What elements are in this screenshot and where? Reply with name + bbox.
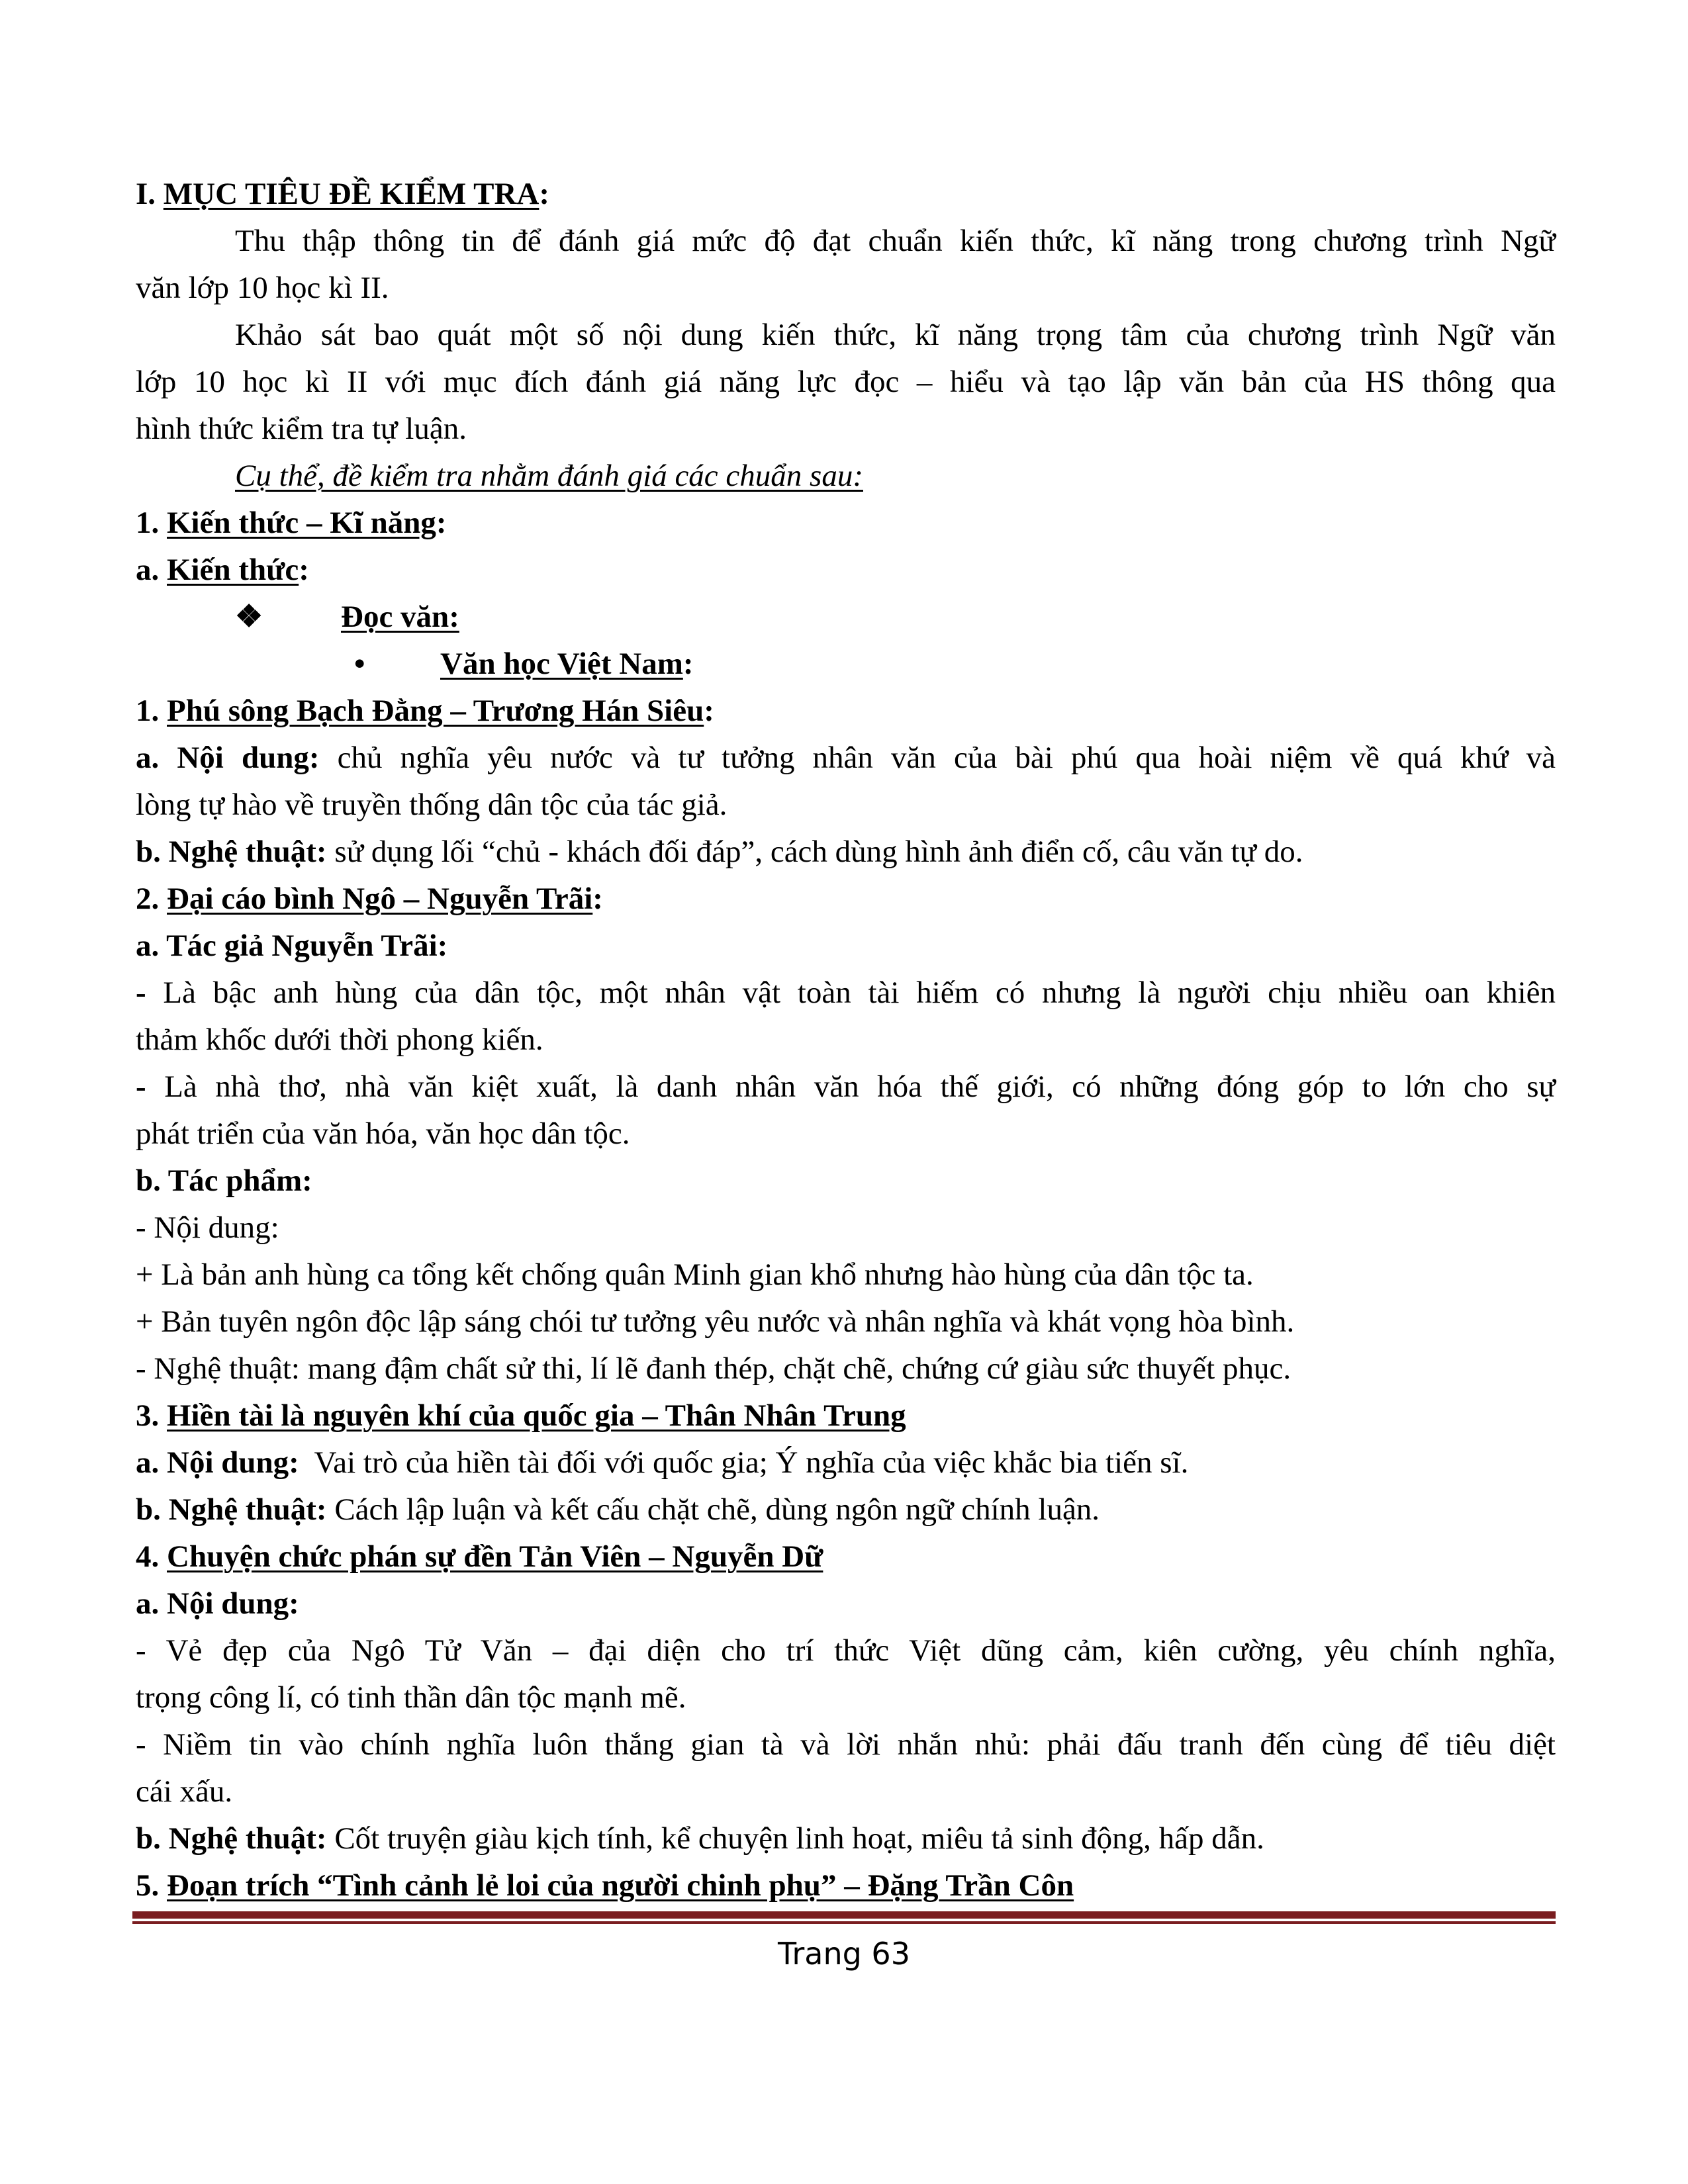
subsection-colon: : bbox=[299, 553, 309, 587]
art-text: Cốt truyện giàu kịch tính, kể chuyện linh hoạt, miêu tả sinh động, hấp dẫn. bbox=[326, 1821, 1264, 1856]
work-4-content-label: a. Nội dung: bbox=[136, 1586, 299, 1621]
vietnamese-literature-heading bbox=[136, 641, 1556, 688]
work-2-author-point-1-cont: thảm khốc dưới thời phong kiến. bbox=[136, 1023, 543, 1057]
footer-rule-thin bbox=[132, 1921, 1556, 1924]
vietnamese-literature-title: Văn học Việt Nam bbox=[440, 647, 683, 681]
work-colon: : bbox=[704, 694, 714, 728]
work-title: Chuyện chức phán sự đền Tản Viên – Nguyễn Dữ bbox=[167, 1539, 823, 1574]
art-label: b. Nghệ thuật: bbox=[136, 835, 327, 869]
work-2-work-label: b. Tác phẩm: bbox=[136, 1163, 312, 1198]
footer-rule-thick bbox=[132, 1911, 1556, 1919]
work-5-heading bbox=[136, 1862, 1556, 1909]
work-3-content bbox=[136, 1439, 1556, 1486]
document-body bbox=[136, 171, 1556, 1909]
subsection-knowledge bbox=[136, 547, 1556, 594]
work-2-author-label: a. Tác giả Nguyễn Trãi: bbox=[136, 929, 448, 963]
art-text: Cách lập luận và kết cấu chặt chẽ, dùng ngôn ngữ chính luận. bbox=[326, 1492, 1100, 1527]
work-1-art bbox=[136, 829, 1556, 876]
heading-number: I. bbox=[136, 177, 164, 211]
work-1-heading bbox=[136, 688, 1556, 735]
heading-colon: : bbox=[539, 177, 550, 211]
work-4-content-point-1-cont: trọng công lí, có tinh thần dân tộc mạnh mẽ. bbox=[136, 1680, 686, 1715]
work-title: Hiền tài là nguyên khí của quốc gia – Thân Nhân Trung bbox=[167, 1398, 906, 1433]
work-title: Đoạn trích “Tình cảnh lẻ loi của người chinh phụ” – Đặng Trần Côn bbox=[167, 1868, 1074, 1903]
work-number: 4. bbox=[136, 1539, 167, 1574]
section-knowledge-skills bbox=[136, 500, 1556, 547]
work-2-author-point-2 bbox=[136, 1064, 1556, 1111]
art-label: b. Nghệ thuật: bbox=[136, 1492, 327, 1527]
work-colon: : bbox=[592, 882, 603, 916]
content-text: Vai trò của hiền tài đối với quốc gia; Ý nghĩa của việc khắc bia tiến sĩ. bbox=[299, 1445, 1189, 1480]
work-3-heading bbox=[136, 1392, 1556, 1439]
work-number: 5. bbox=[136, 1868, 167, 1903]
intro-paragraph-1-cont: văn lớp 10 học kì II. bbox=[136, 271, 389, 305]
art-label: b. Nghệ thuật: bbox=[136, 1821, 327, 1856]
intro-paragraph-1: Thu thập thông tin để đánh giá mức độ đạt chuẩn kiến thức, kĩ năng trong chương trình Ngữ bbox=[235, 224, 1556, 258]
work-4-content-point-1: - Vẻ đẹp của Ngô Tử Văn – đại diện cho trí thức Việt dũng cảm, kiên cường, yêu chính nghĩa, bbox=[136, 1633, 1556, 1668]
work-4-heading bbox=[136, 1533, 1556, 1580]
work-number: 2. bbox=[136, 882, 167, 916]
intro-paragraph-2: Khảo sát bao quát một số nội dung kiến thức, kĩ năng trọng tâm của chương trình Ngữ văn bbox=[235, 318, 1556, 352]
work-2-content-point-2: + Bản tuyên ngôn độc lập sáng chói tư tưởng yêu nước và nhân nghĩa và khát vọng hòa bình. bbox=[136, 1304, 1295, 1339]
work-title: Đại cáo bình Ngô – Nguyễn Trãi bbox=[167, 882, 593, 916]
point-text: Là bậc anh hùng của dân tộc, một nhân vật toàn tài hiếm có nhưng là người chịu nhiều oan khiên bbox=[146, 976, 1556, 1010]
work-2-author-point-2-cont: phát triển của văn hóa, văn học dân tộc. bbox=[136, 1116, 630, 1151]
work-3-art bbox=[136, 1486, 1556, 1533]
content-label: a. Nội dung: bbox=[136, 741, 320, 775]
work-number: 3. bbox=[136, 1398, 167, 1433]
heading-title: MỤC TIÊU ĐỀ KIỂM TRA bbox=[163, 177, 539, 211]
work-2-heading bbox=[136, 876, 1556, 923]
work-4-content-point-2: - Niềm tin vào chính nghĩa luôn thắng gian tà và lời nhắn nhủ: phải đấu tranh đến cùng để tiêu diệt bbox=[136, 1727, 1556, 1762]
footer-rule bbox=[132, 1911, 1556, 1924]
page-number: Trang 63 bbox=[778, 1936, 910, 1972]
dash: - bbox=[136, 976, 146, 1010]
intro-paragraph-2-end: hình thức kiểm tra tự luận. bbox=[136, 412, 467, 446]
work-1-content-cont: lòng tự hào về truyền thống dân tộc của tác giả. bbox=[136, 788, 727, 822]
work-2-art: - Nghệ thuật: mang đậm chất sử thi, lí lẽ đanh thép, chặt chẽ, chứng cứ giàu sức thuyết phục. bbox=[136, 1351, 1291, 1386]
section-number: 1. bbox=[136, 506, 167, 540]
work-2-content-point-1: + Là bản anh hùng ca tổng kết chống quân Minh gian khổ nhưng hào hùng của dân tộc ta. bbox=[136, 1257, 1254, 1292]
dash: - bbox=[136, 1069, 146, 1104]
work-2-author-point-1 bbox=[136, 970, 1556, 1017]
work-number: 1. bbox=[136, 694, 167, 728]
reading-title: Đọc văn: bbox=[341, 600, 459, 634]
work-1-content bbox=[136, 735, 1556, 782]
work-title: Phú sông Bạch Đằng – Trương Hán Siêu bbox=[167, 694, 704, 728]
content-label: a. Nội dung: bbox=[136, 1445, 299, 1480]
art-text: sử dụng lối “chủ - khách đối đáp”, cách dùng hình ảnh điển cố, câu văn tự do. bbox=[326, 835, 1303, 869]
point-text: Là nhà thơ, nhà văn kiệt xuất, là danh nhân văn hóa thế giới, có những đóng góp to lớn cho sự bbox=[146, 1069, 1556, 1104]
dot-bullet-icon: • bbox=[354, 647, 365, 681]
intro-paragraph-2-cont: lớp 10 học kì II với mục đích đánh giá năng lực đọc – hiểu và tạo lập văn bản của HS thông qua bbox=[136, 365, 1556, 399]
section-title: Kiến thức – Kĩ năng bbox=[167, 506, 436, 540]
vietnamese-literature-colon: : bbox=[682, 647, 694, 681]
section-heading-objectives bbox=[136, 171, 1556, 218]
diamond-bullet-icon: ❖ bbox=[235, 600, 263, 634]
content-text: chủ nghĩa yêu nước và tư tưởng nhân văn của bài phú qua hoài niệm về quá khứ và bbox=[319, 741, 1556, 775]
section-colon: : bbox=[436, 506, 447, 540]
work-4-art bbox=[136, 1815, 1556, 1862]
subsection-title: Kiến thức bbox=[167, 553, 299, 587]
reading-heading bbox=[136, 594, 1556, 641]
work-2-content-label: - Nội dung: bbox=[136, 1210, 279, 1245]
intro-standards-note: Cụ thể, đề kiểm tra nhằm đánh giá các chuẩn sau: bbox=[235, 459, 863, 493]
work-4-content-point-2-cont: cái xấu. bbox=[136, 1774, 233, 1809]
subsection-number: a. bbox=[136, 553, 167, 587]
